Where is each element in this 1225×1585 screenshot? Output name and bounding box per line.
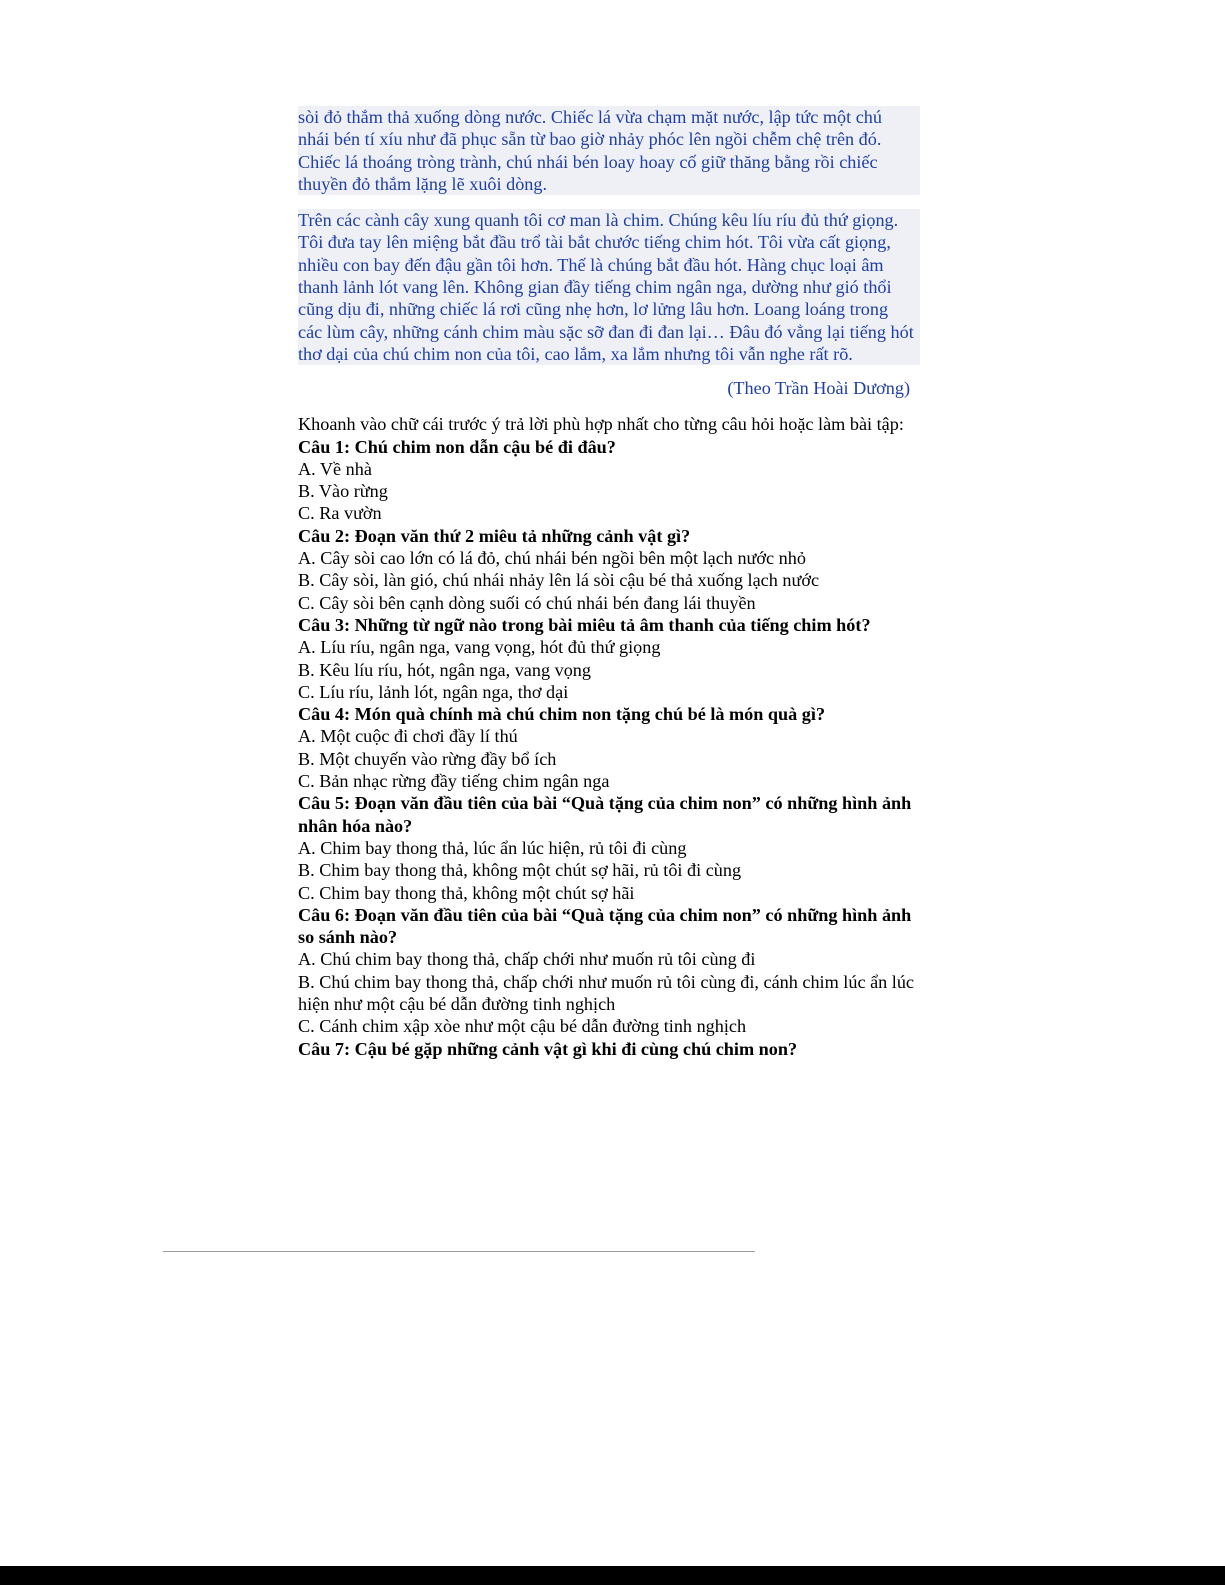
question-2-option-a: A. Cây sòi cao lớn có lá đỏ, chú nhái bén ngồi bên một lạch nước nhỏ [298, 548, 806, 569]
question-2-option-b: B. Cây sòi, làn gió, chú nhái nhảy lên lá sòi cậu bé thả xuống lạch nước [298, 570, 820, 591]
footnote-separator [163, 1251, 755, 1252]
passage-source: (Theo Trần Hoài Dương) [727, 378, 910, 399]
question-block-3 [298, 614, 920, 703]
question-block-7 [298, 1038, 920, 1060]
instruction-text: Khoanh vào chữ cái trước ý trả lời phù hợp nhất cho từng câu hỏi hoặc làm bài tập: [298, 414, 904, 435]
question-6: Câu 6: Đoạn văn đầu tiên của bài “Quà tặng của chim non” có những hình ảnh so sánh nào? [298, 904, 912, 948]
question-6-option-b: B. Chú chim bay thong thả, chấp chới như muốn rủ tôi cùng đi, cánh chim lúc ẩn lúc hiện như một cậu bé dẫn đường tinh nghịch [298, 971, 915, 1014]
question-5: Câu 5: Đoạn văn đầu tiên của bài “Quà tặng của chim non” có những hình ảnh nhân hóa nào? [298, 793, 912, 836]
document-page [298, 106, 920, 1060]
question-2: Câu 2: Đoạn văn thứ 2 miêu tả những cảnh vật gì? [298, 525, 691, 546]
question-1-option-b: B. Vào rừng [298, 481, 388, 502]
question-5-option-c: C. Chim bay thong thả, không một chút sợ hãi [298, 882, 635, 903]
question-3-option-a: A. Líu ríu, ngân nga, vang vọng, hót đủ thứ giọng [298, 637, 661, 658]
question-block-6 [298, 904, 920, 1038]
question-block-4 [298, 703, 920, 792]
question-1-option-c: C. Ra vườn [298, 503, 382, 524]
question-list [298, 436, 920, 1060]
question-4-option-c: C. Bản nhạc rừng đầy tiếng chim ngân nga [298, 771, 610, 792]
question-block-5 [298, 792, 920, 903]
passage-paragraph-1: sòi đỏ thắm thả xuống dòng nước. Chiếc lá vừa chạm mặt nước, lập tức một chú nhái bén tí xíu như đã phục sẵn từ bao giờ nhảy phóc lên ngồi chễm chệ trên đó. Chiếc lá thoáng tròng trành, chú nhái bén loay hoay cố giữ thăng bằng rồi chiếc thuyền đỏ thắm lặng lẽ xuôi dòng. [298, 106, 920, 195]
question-3-option-c: C. Líu ríu, lảnh lót, ngân nga, thơ dại [298, 681, 569, 702]
question-block-2 [298, 525, 920, 614]
passage-paragraph-2: Trên các cành cây xung quanh tôi cơ man là chim. Chúng kêu líu ríu đủ thứ giọng. Tôi đưa tay lên miệng bắt đầu trổ tài bắt chước tiếng chim hót. Tôi vừa cất giọng, nhiều con bay đến đậu gần tôi hơn. Thế là chúng bắt đầu hót. Hàng chục loại âm thanh lảnh lót vang lên. Không gian đầy tiếng chim ngân nga, dường như gió thổi cũng dịu đi, những chiếc lá rơi cũng nhẹ hơn, lơ lửng lâu hơn. Loang loáng trong các lùm cây, những cánh chim màu sặc sỡ đan đi đan lại… Đâu đó vẳng lại tiếng hót thơ dại của chú chim non của tôi, cao lắm, xa lắm nhưng tôi vẫn nghe rất rõ. [298, 209, 920, 365]
question-4-option-b: B. Một chuyến vào rừng đầy bổ ích [298, 748, 557, 769]
question-5-option-a: A. Chim bay thong thả, lúc ẩn lúc hiện, rủ tôi đi cùng [298, 837, 687, 858]
question-6-option-a: A. Chú chim bay thong thả, chấp chới như muốn rủ tôi cùng đi [298, 949, 756, 970]
question-4: Câu 4: Món quà chính mà chú chim non tặng chú bé là món quà gì? [298, 704, 826, 725]
question-5-option-b: B. Chim bay thong thả, không một chút sợ hãi, rủ tôi đi cùng [298, 860, 742, 881]
passage [298, 106, 920, 365]
question-6-option-c: C. Cánh chim xập xòe như một cậu bé dẫn đường tinh nghịch [298, 1016, 747, 1037]
question-4-option-a: A. Một cuộc đi chơi đầy lí thú [298, 726, 518, 747]
question-3-option-b: B. Kêu líu ríu, hót, ngân nga, vang vọng [298, 659, 591, 680]
question-7: Câu 7: Cậu bé gặp những cảnh vật gì khi đi cùng chú chim non? [298, 1038, 798, 1059]
question-2-option-c: C. Cây sòi bên cạnh dòng suối có chú nhái bén đang lái thuyền [298, 592, 756, 613]
page-bottom-edge [0, 1566, 1225, 1585]
question-1: Câu 1: Chú chim non dẫn cậu bé đi đâu? [298, 436, 616, 457]
question-1-option-a: A. Về nhà [298, 458, 372, 479]
question-3: Câu 3: Những từ ngữ nào trong bài miêu tả âm thanh của tiếng chim hót? [298, 614, 871, 635]
question-block-1 [298, 436, 920, 525]
